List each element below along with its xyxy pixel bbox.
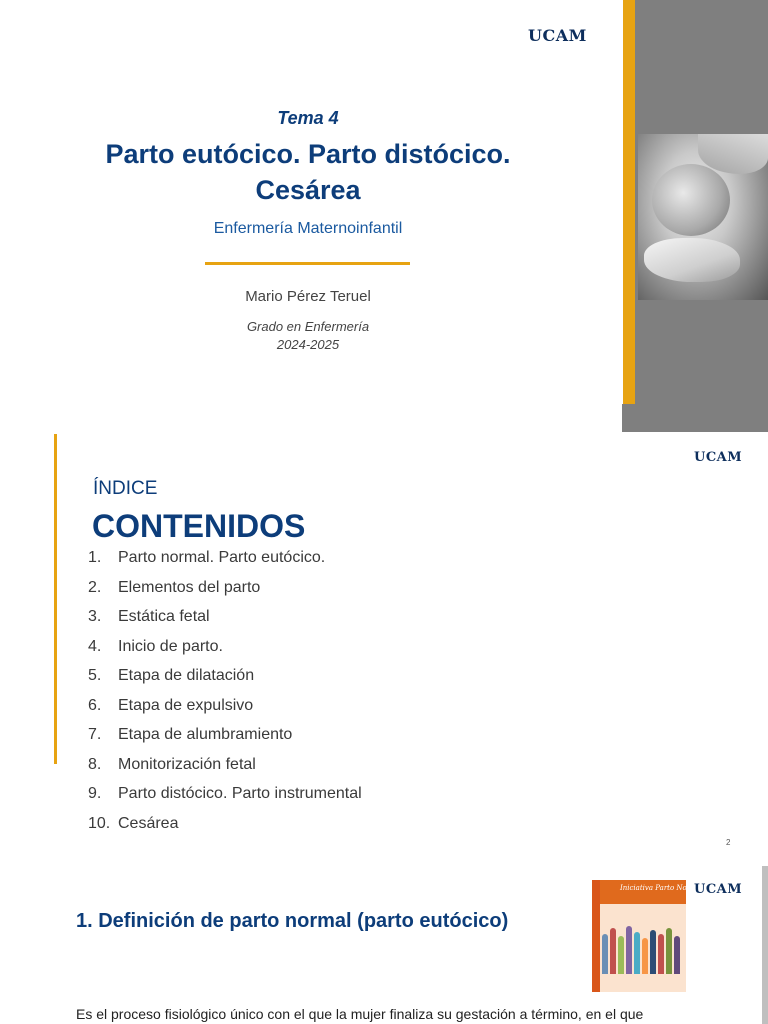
title-divider (205, 262, 410, 265)
topic-number: Tema 4 (277, 108, 339, 128)
item-label: Parto normal. Parto eutócico. (118, 549, 326, 566)
item-label: Monitorización fetal (118, 755, 256, 773)
list-item (88, 785, 362, 815)
list-item (88, 756, 362, 786)
title-slide (0, 0, 768, 432)
page-number: 2 (726, 838, 731, 847)
item-label: Inicio de parto. (118, 637, 223, 655)
slide-title (0, 136, 616, 208)
contents-heading: CONTENIDOS (92, 508, 306, 544)
list-item (88, 579, 362, 609)
book-title: Iniciativa Parto Normal (620, 884, 704, 892)
list-item (88, 608, 362, 638)
author-name: Mario Pérez Teruel (245, 288, 371, 305)
item-number: 4. (88, 637, 102, 655)
contents-list (88, 549, 362, 844)
list-item (88, 549, 362, 579)
item-number: 10. (88, 814, 111, 832)
degree-info (0, 318, 616, 354)
definition-slide (0, 864, 768, 1024)
item-number: 8. (88, 755, 102, 773)
title-line-1: Parto eutócico. Parto distócico. (105, 139, 511, 169)
academic-year: 2024-2025 (276, 337, 340, 352)
subject-name: Enfermería Maternoinfantil (213, 220, 403, 237)
list-item (88, 667, 362, 697)
item-label: Etapa de expulsivo (118, 696, 254, 714)
ucam-logo: UCAM (694, 450, 743, 465)
item-number: 2. (88, 578, 102, 596)
side-edge (762, 866, 768, 1024)
list-item (88, 815, 362, 845)
people-illustration (602, 924, 682, 974)
item-label: Etapa de dilatación (118, 667, 255, 684)
definition-paragraph: Es el proceso fisiológico único con el que la mujer finaliza su gestación a término, en el que (76, 1006, 644, 1022)
item-label: Parto distócico. Parto instrumental (118, 785, 362, 802)
section-heading: 1. Definición de parto normal (parto eutócico) (76, 910, 509, 932)
ucam-logo: UCAM (528, 26, 587, 45)
accent-line (54, 434, 57, 764)
index-label: ÍNDICE (93, 478, 158, 499)
item-label: Cesárea (118, 814, 179, 832)
item-number: 9. (88, 785, 102, 802)
accent-bar (623, 0, 635, 404)
title-line-2: Cesárea (255, 175, 361, 205)
baby-head-shape (652, 164, 730, 236)
index-slide (0, 432, 768, 864)
item-number: 3. (88, 608, 102, 625)
item-label: Elementos del parto (118, 578, 261, 596)
item-number: 1. (88, 549, 102, 566)
hand-shape (644, 238, 740, 282)
book-cover-image (592, 880, 704, 992)
item-number: 6. (88, 696, 102, 714)
item-label: Estática fetal (118, 608, 210, 625)
book-spine (592, 880, 600, 992)
item-label: Etapa de alumbramiento (118, 726, 293, 743)
list-item (88, 638, 362, 668)
degree-name: Grado en Enfermería (246, 319, 370, 334)
item-number: 5. (88, 667, 102, 684)
list-item (88, 697, 362, 727)
ucam-logo: UCAM (694, 882, 743, 897)
item-number: 7. (88, 726, 102, 743)
list-item (88, 726, 362, 756)
newborn-photo (638, 134, 768, 300)
